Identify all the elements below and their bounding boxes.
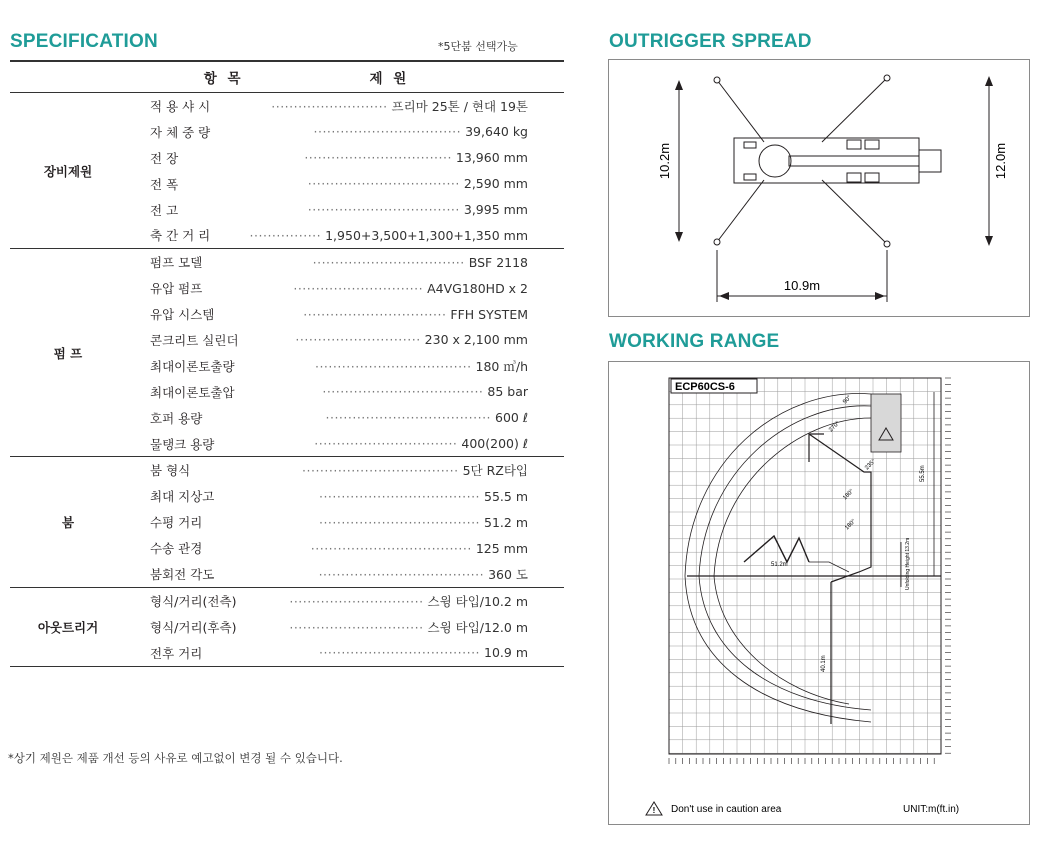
svg-text:!: !	[652, 806, 656, 815]
spec-item: 최대 지상고	[150, 489, 215, 505]
spec-value-cell: ······························ 스윙 타입/12.0 m	[289, 619, 528, 635]
spec-value: 85 bar	[487, 384, 528, 400]
working-title: WORKING RANGE	[609, 331, 780, 352]
spec-item: 자 체 중 량	[150, 124, 211, 140]
angle-labels	[828, 394, 877, 531]
unit-label: UNIT:m(ft.in)	[903, 804, 960, 815]
spec-value-cell: ····································· 360 도	[250, 561, 564, 587]
spec-row	[10, 93, 564, 119]
spec-value-cell: ··································· 180 ㎥/h	[314, 358, 528, 374]
spec-row	[10, 249, 564, 275]
spec-item: 수평 거리	[150, 515, 203, 531]
unfold-label: Unfolding Height 13.2m	[905, 537, 911, 590]
angle-label: 270°	[828, 420, 842, 434]
spec-value: 125 mm	[475, 540, 528, 556]
spec-item: 형식/거리(전측)	[150, 593, 237, 609]
spec-value: 1,950+3,500+1,300+1,350 mm	[325, 227, 528, 243]
rear-spread-label: 12.0m	[993, 142, 1008, 180]
spec-item: 유압 펌프	[150, 281, 203, 297]
spec-value: 51.2 m	[484, 514, 528, 530]
spec-item: 적 용 샤 시	[150, 98, 211, 114]
spec-value: 230 x 2,100 mm	[424, 332, 528, 348]
height-label: 55.5m	[920, 465, 926, 482]
spec-item: 물탱크 용량	[126, 431, 250, 457]
spec-header-row	[10, 61, 564, 93]
working-svg	[609, 362, 1029, 824]
spec-value: 10.9 m	[484, 645, 528, 661]
spec-value-cell: ···································· 125 mm	[310, 540, 528, 556]
spec-value-cell: ································· 39,640 kg	[313, 124, 528, 140]
front-left-leg	[717, 80, 764, 142]
spec-value: 600 ℓ	[495, 410, 528, 426]
spec-item: 최대이론토출량	[150, 358, 235, 374]
spec-item: 호퍼 용량	[150, 410, 203, 426]
spec-item: 붐회전 각도	[126, 561, 250, 587]
depth-label: 40.1m	[821, 655, 827, 672]
outrigger-svg	[609, 60, 1029, 316]
spec-value-cell: ···································· 55.5 m	[318, 488, 528, 504]
length-label: 10.9m	[783, 278, 821, 293]
spec-value: 180 ㎥/h	[475, 358, 528, 374]
caution-text: Don't use in caution area	[671, 804, 782, 815]
spec-item: 형식/거리(후측)	[150, 619, 237, 635]
spec-value-cell: ·························· 프리마 25톤 / 현대 19톤	[271, 98, 528, 114]
spec-item: 축 간 거 리	[126, 222, 250, 248]
spec-value-cell: ················ 1,950+3,500+1,300+1,350 mm	[250, 222, 564, 248]
spec-value-cell: ·································· 2,590 mm	[307, 176, 528, 192]
spec-value-cell: ··································· 5단 RZ타입	[302, 463, 528, 479]
spec-value: 400(200) ℓ	[461, 436, 528, 452]
spec-value-cell: ·································· 3,995 mm	[307, 202, 528, 217]
spec-item: 전 고	[150, 202, 179, 218]
spec-value-cell: ·································· BSF 2118	[312, 254, 528, 270]
spec-item: 최대이론토출압	[150, 384, 235, 400]
spec-value: 3,995 mm	[463, 202, 528, 217]
spec-value: 스윙 타입/12.0 m	[427, 619, 528, 635]
spec-value: 55.5 m	[484, 488, 528, 504]
spec-value-cell: ································ 400(200) ℓ	[250, 431, 564, 457]
spec-item: 수송 관경	[150, 541, 203, 557]
spec-category: 장비제원	[10, 93, 126, 249]
boom-rest	[789, 156, 919, 166]
angle-label: 235°	[864, 458, 878, 472]
angle-label: 90°	[842, 394, 853, 406]
spec-category: 붐	[10, 457, 126, 587]
truck-cab	[919, 150, 941, 172]
spec-title: SPECIFICATION	[10, 31, 158, 52]
caution-zone	[871, 394, 901, 452]
spec-value-cell: ····························· A4VG180HD x 2	[293, 280, 528, 296]
spec-value: 5단 RZ타입	[462, 463, 528, 479]
rear-right-leg	[822, 180, 887, 244]
reach-label: 51.2m	[771, 562, 788, 568]
working-range-diagram	[608, 361, 1030, 825]
outrigger-title: OUTRIGGER SPREAD	[609, 31, 812, 52]
header-item: 항 목	[10, 61, 250, 93]
spec-value-cell: ······························ 스윙 타입/10.2 m	[289, 593, 528, 609]
spec-item: 붐 형식	[150, 463, 191, 479]
spec-row	[10, 587, 564, 613]
spec-value-cell: ································ FFH SYSTEM	[303, 306, 528, 322]
model-label: ECP60CS-6	[675, 381, 735, 393]
angle-label: 180°	[842, 488, 856, 502]
spec-row	[10, 457, 564, 483]
spec-body	[10, 93, 564, 667]
outrigger-diagram	[608, 59, 1030, 317]
spec-item: 전 장	[150, 150, 179, 166]
spec-value: A4VG180HD x 2	[427, 280, 528, 296]
spec-note: *5단붐 선택가능	[438, 40, 518, 53]
spec-item: 전 폭	[150, 176, 179, 192]
spec-value-cell: ································· 13,960 mm	[304, 150, 528, 166]
spec-table	[10, 60, 564, 667]
spec-value-cell: ····································· 600 ℓ	[325, 410, 528, 426]
front-spread-label: 10.2m	[657, 142, 672, 180]
spec-value: BSF 2118	[468, 254, 528, 270]
spec-value: 스윙 타입/10.2 m	[427, 593, 528, 609]
spec-footnote: *상기 제원은 제품 개선 등의 사유로 예고없이 변경 될 수 있습니다.	[8, 751, 343, 765]
spec-category: 펌 프	[10, 249, 126, 457]
spec-value: 프리마 25톤 / 현대 19톤	[391, 98, 528, 114]
spec-value: FFH SYSTEM	[450, 306, 528, 322]
spec-value-cell: ···························· 230 x 2,100 mm	[295, 332, 528, 348]
spec-category: 아웃트리거	[10, 587, 126, 666]
truck-body	[734, 138, 919, 183]
rear-left-leg	[822, 78, 887, 142]
turret	[759, 145, 791, 177]
spec-value: 360 도	[488, 566, 528, 582]
spec-item: 전후 거리	[126, 640, 250, 666]
spec-item: 콘크리트 실린더	[150, 332, 239, 348]
spec-item: 유압 시스템	[150, 307, 215, 323]
spec-value: 2,590 mm	[463, 176, 528, 192]
angle-label: 180°	[844, 518, 858, 532]
spec-value-cell: ···································· 85 bar	[322, 384, 528, 400]
spec-value-cell: ···································· 51.2 m	[318, 514, 528, 530]
spec-value: 39,640 kg	[465, 124, 528, 140]
front-right-leg	[717, 180, 764, 242]
spec-value: 13,960 mm	[455, 150, 528, 166]
header-value: 제 원	[250, 61, 564, 93]
spec-item: 펌프 모델	[150, 255, 203, 271]
spec-value-cell: ···································· 10.9 m	[250, 640, 564, 666]
